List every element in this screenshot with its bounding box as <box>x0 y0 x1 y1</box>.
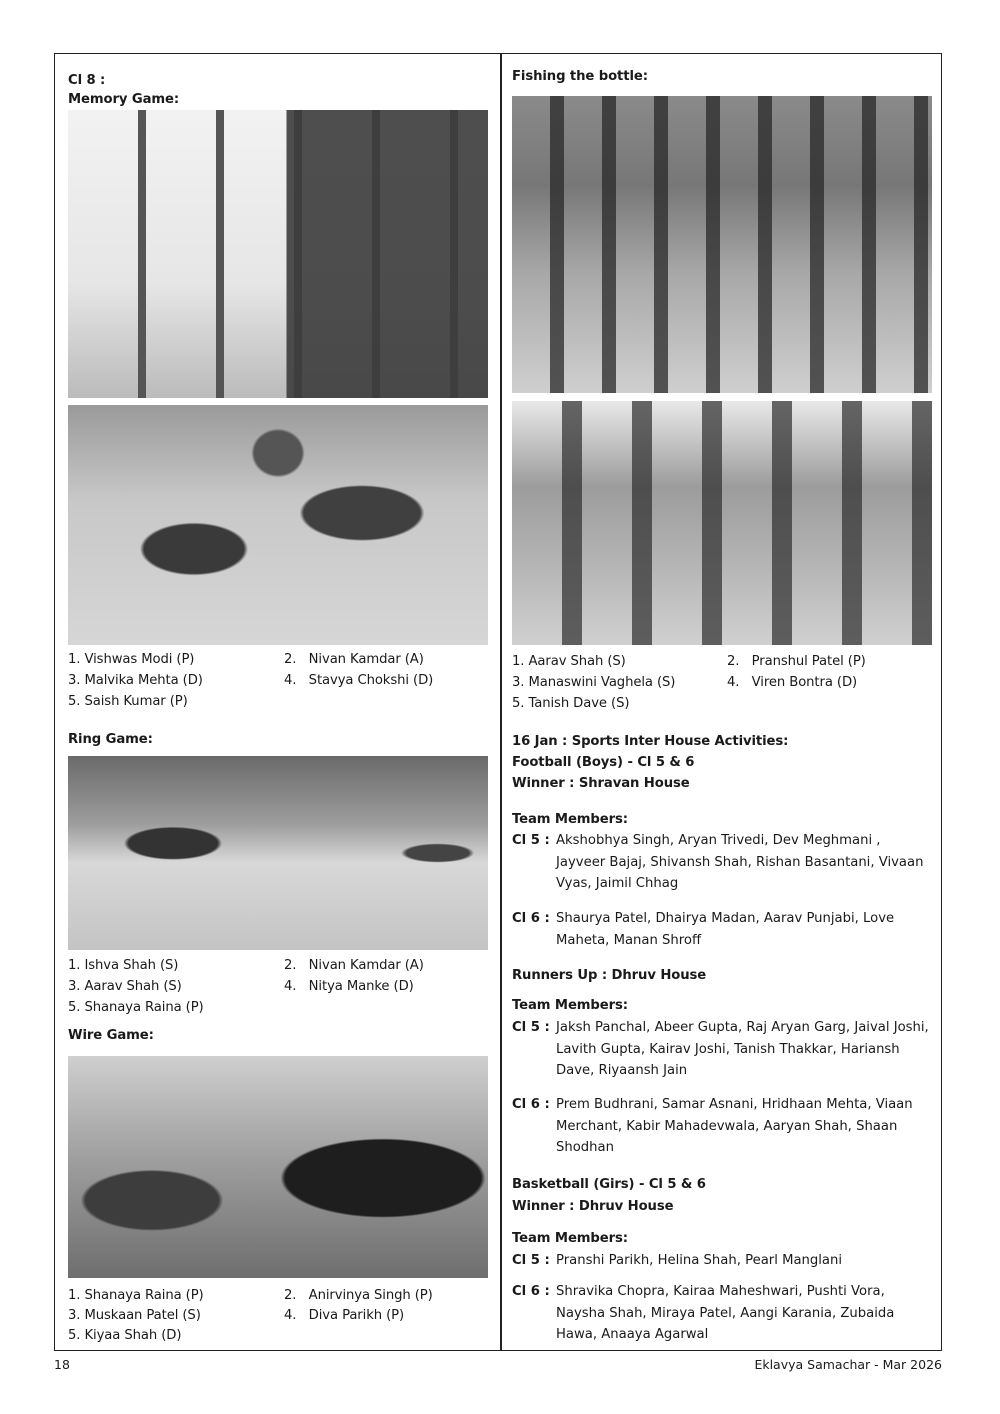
winner-name: Saish Kumar (P) <box>84 694 188 709</box>
rank: 4. <box>284 673 297 688</box>
basketball-title: Basketball (Girs) - Cl 5 & 6 <box>512 1177 706 1192</box>
wire-winner-5 <box>68 1325 181 1346</box>
memory-winner-2 <box>284 649 424 670</box>
basketball-winner: Winner : Dhruv House <box>512 1199 674 1214</box>
wire-winner-4 <box>284 1305 404 1326</box>
wire-game-photo <box>68 1056 488 1278</box>
fishing-winner-5 <box>512 693 629 714</box>
memory-game-photo-1 <box>68 110 488 398</box>
wire-winner-3 <box>68 1305 201 1326</box>
runners-up-team-label: Team Members: <box>512 998 628 1013</box>
winner-name: Pranshul Patel (P) <box>751 654 866 669</box>
rank: 3. <box>68 979 81 994</box>
rank: 3. <box>68 673 81 688</box>
memory-game-photo-2 <box>68 405 488 645</box>
rank: 3. <box>68 1308 81 1323</box>
winner-name: Shanaya Raina (P) <box>84 1000 204 1015</box>
class-label: Cl 5 : <box>512 833 550 848</box>
winner-name: Diva Parikh (P) <box>308 1308 405 1323</box>
winner-name: Vishwas Modi (P) <box>84 652 195 667</box>
memory-game-title: Memory Game: <box>68 92 180 107</box>
memory-winner-5 <box>68 691 188 712</box>
memory-winner-4 <box>284 670 433 691</box>
football-title: Football (Boys) - Cl 5 & 6 <box>512 755 695 770</box>
winner-name: Kiyaa Shah (D) <box>84 1328 182 1343</box>
winner-name: Viren Bontra (D) <box>751 675 858 690</box>
class-label: Cl 6 : <box>512 1284 550 1299</box>
runners-up-cl6 <box>512 1094 932 1159</box>
ring-winner-4 <box>284 976 414 997</box>
runners-up-cl5 <box>512 1017 932 1082</box>
member-names: Shaurya Patel, Dhairya Madan, Aarav Punjabi, Love Maheta, Manan Shroff <box>556 911 895 948</box>
ring-winner-5 <box>68 997 204 1018</box>
rank: 5. <box>68 1000 81 1015</box>
football-cl5 <box>512 830 932 895</box>
rank: 3. <box>512 675 525 690</box>
class-label: Cl 5 : <box>512 1020 550 1035</box>
basketball-cl5 <box>512 1250 932 1272</box>
member-names: Akshobhya Singh, Aryan Trivedi, Dev Meghmani , Jayveer Bajaj, Shivansh Shah, Rishan Basantani, Vivaan Vyas, Jaimil Chhag <box>556 833 924 891</box>
rank: 1. <box>512 654 525 669</box>
winner-name: Manaswini Vaghela (S) <box>528 675 676 690</box>
winner-name: Aarav Shah (S) <box>84 979 182 994</box>
rank: 2. <box>284 958 297 973</box>
wire-winner-1 <box>68 1285 204 1306</box>
fishing-photo-1 <box>512 96 932 393</box>
rank: 1. <box>68 1288 81 1303</box>
member-names: Pranshi Parikh, Helina Shah, Pearl Manglani <box>556 1253 843 1268</box>
page-number: 18 <box>54 1357 70 1372</box>
winner-name: Stavya Chokshi (D) <box>308 673 434 688</box>
wire-winner-2 <box>284 1285 433 1306</box>
football-runners-up: Runners Up : Dhruv House <box>512 968 707 983</box>
rank: 4. <box>284 1308 297 1323</box>
fishing-winner-1 <box>512 651 626 672</box>
rank: 4. <box>727 675 740 690</box>
fishing-winner-2 <box>727 651 866 672</box>
rank: 1. <box>68 958 81 973</box>
rank: 5. <box>68 694 81 709</box>
winner-name: Shanaya Raina (P) <box>84 1288 204 1303</box>
football-team-label: Team Members: <box>512 812 628 827</box>
winner-name: Muskaan Patel (S) <box>84 1308 201 1323</box>
winner-name: Malvika Mehta (D) <box>84 673 203 688</box>
winner-name: Nivan Kamdar (A) <box>308 652 424 667</box>
member-names: Prem Budhrani, Samar Asnani, Hridhaan Mehta, Viaan Merchant, Kabir Mahadevwala, Aaryan Shah, Shaan Shodhan <box>556 1097 913 1155</box>
winner-name: Nivan Kamdar (A) <box>308 958 424 973</box>
football-cl6 <box>512 908 932 951</box>
memory-winner-1 <box>68 649 194 670</box>
publication-name: Eklavya Samachar - Mar 2026 <box>754 1357 942 1372</box>
rank: 5. <box>68 1328 81 1343</box>
class-label: Cl 6 : <box>512 1097 550 1112</box>
fishing-title: Fishing the bottle: <box>512 69 648 84</box>
fishing-winner-3 <box>512 672 675 693</box>
ring-winner-2 <box>284 955 424 976</box>
rank: 5. <box>512 696 525 711</box>
column-divider <box>500 53 502 1351</box>
ring-game-title: Ring Game: <box>68 732 153 747</box>
rank: 2. <box>284 1288 297 1303</box>
ring-winner-3 <box>68 976 182 997</box>
sports-heading: 16 Jan : Sports Inter House Activities: <box>512 734 789 749</box>
member-names: Jaksh Panchal, Abeer Gupta, Raj Aryan Garg, Jaival Joshi, Lavith Gupta, Kairav Joshi, Tanish Thakkar, Hariansh Dave, Riyaansh Jain <box>556 1020 929 1078</box>
class-label: Cl 8 : <box>68 73 106 88</box>
fishing-winner-4 <box>727 672 857 693</box>
winner-name: Anirvinya Singh (P) <box>308 1288 433 1303</box>
memory-winner-3 <box>68 670 203 691</box>
rank: 2. <box>284 652 297 667</box>
wire-game-title: Wire Game: <box>68 1028 154 1043</box>
member-names: Shravika Chopra, Kairaa Maheshwari, Pushti Vora, Naysha Shah, Miraya Patel, Aangi Karania, Zubaida Hawa, Anaaya Agarwal <box>556 1284 895 1342</box>
basketball-team-label: Team Members: <box>512 1231 628 1246</box>
rank: 1. <box>68 652 81 667</box>
class-label: Cl 5 : <box>512 1253 550 1268</box>
basketball-cl6 <box>512 1281 932 1346</box>
winner-name: Aarav Shah (S) <box>528 654 626 669</box>
winner-name: Nitya Manke (D) <box>308 979 414 994</box>
ring-winner-1 <box>68 955 178 976</box>
ring-game-photo <box>68 756 488 950</box>
rank: 4. <box>284 979 297 994</box>
winner-name: Ishva Shah (S) <box>84 958 179 973</box>
football-winner: Winner : Shravan House <box>512 776 690 791</box>
fishing-photo-2 <box>512 401 932 645</box>
winner-name: Tanish Dave (S) <box>528 696 630 711</box>
class-label: Cl 6 : <box>512 911 550 926</box>
rank: 2. <box>727 654 740 669</box>
